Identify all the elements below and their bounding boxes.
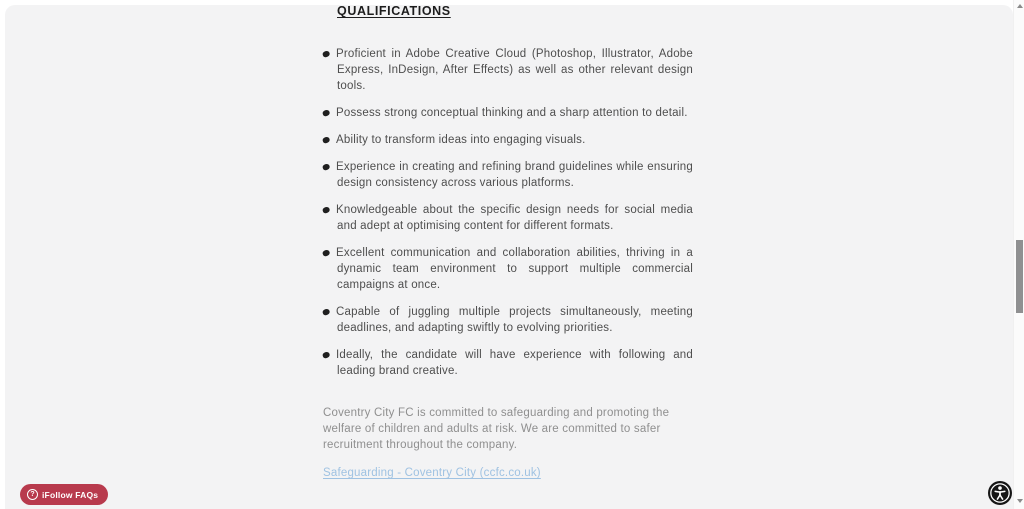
scrollbar-thumb[interactable] xyxy=(1016,240,1023,313)
qualification-text: Knowledgeable about the specific design needs for social media and adept at optimising content for different formats. xyxy=(336,204,693,232)
qualification-text: Capable of juggling multiple projects simultaneously, meeting deadlines, and adapting swiftly to evolving priorities. xyxy=(336,306,693,334)
scroll-up-arrow-icon[interactable] xyxy=(1017,4,1023,8)
list-item xyxy=(323,159,693,191)
qualifications-heading: QUALIFICATIONS xyxy=(337,4,451,18)
qualification-text: Excellent communication and collaboration abilities, thriving in a dynamic team environment to support multiple commercial campaigns at once. xyxy=(336,247,693,291)
football-bullet-icon xyxy=(322,108,331,116)
list-item xyxy=(323,105,693,121)
safeguarding-link[interactable]: Safeguarding - Coventry City (ccfc.co.uk) xyxy=(323,467,541,479)
football-bullet-icon xyxy=(322,135,331,143)
qualification-text: Possess strong conceptual thinking and a sharp attention to detail. xyxy=(336,107,688,119)
football-bullet-icon xyxy=(322,248,331,256)
accessibility-person-icon xyxy=(989,482,1011,504)
football-bullet-icon xyxy=(322,205,331,213)
safeguarding-statement: Coventry City FC is committed to safeguarding and promoting the welfare of children and adults at risk. We are committed to safer recruitment throughout the company. xyxy=(323,407,670,451)
vertical-scrollbar xyxy=(1013,0,1024,509)
football-bullet-icon xyxy=(322,350,331,358)
football-bullet-icon xyxy=(322,162,331,170)
list-item xyxy=(323,245,693,293)
job-description-content xyxy=(323,4,693,481)
qualification-text: Proficient in Adobe Creative Cloud (Photoshop, Illustrator, Adobe Express, InDesign, After Effects) as well as other relevant design tools. xyxy=(336,48,693,92)
qualification-text: Experience in creating and refining brand guidelines while ensuring design consistency across various platforms. xyxy=(336,161,693,189)
list-item xyxy=(323,202,693,234)
qualification-text: Ability to transform ideas into engaging visuals. xyxy=(336,134,586,146)
football-bullet-icon xyxy=(322,49,331,57)
ifollow-faqs-button[interactable] xyxy=(20,484,108,505)
qualifications-list xyxy=(323,46,693,379)
qualification-text: Ideally, the candidate will have experience with following and leading brand creative. xyxy=(336,349,693,377)
football-bullet-icon xyxy=(322,307,331,315)
scroll-down-arrow-icon[interactable] xyxy=(1017,499,1023,503)
ifollow-faqs-label: iFollow FAQs xyxy=(42,489,99,500)
list-item xyxy=(323,347,693,379)
list-item xyxy=(323,46,693,94)
list-item xyxy=(323,132,693,148)
accessibility-widget-button[interactable] xyxy=(988,481,1012,505)
question-circle-icon: ? xyxy=(27,489,38,500)
list-item xyxy=(323,304,693,336)
